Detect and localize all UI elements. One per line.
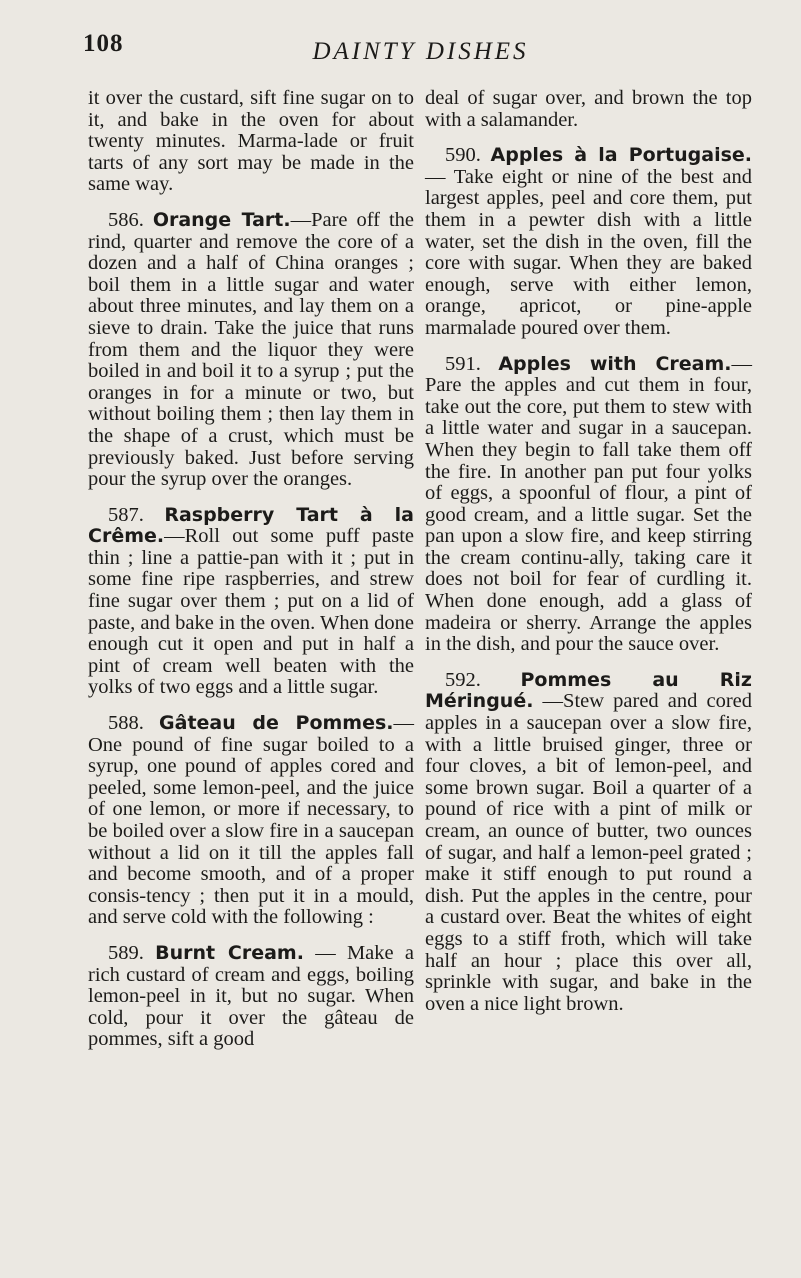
- recipe-title: Pommes au Riz Méringué.: [425, 668, 752, 713]
- recipe-title: Apples with Cream.: [498, 352, 732, 375]
- continuation-paragraph: it over the custard, sift fine sugar on to it, and bake in the oven for about twenty minutes. Marma-lade or fruit tarts of any sort may be made in the same way.: [88, 87, 414, 196]
- recipe-590: [425, 145, 752, 339]
- running-title: DAINTY DISHES: [312, 38, 529, 65]
- recipe-body: —Roll out some puff paste thin ; line a pattie-pan with it ; put in some fine ripe raspberries, and strew fine sugar over them ; put on a lid of paste, and bake in the oven. When done enough cut it open and put in half a pint of cream well beaten with the yolks of two eggs and a little sugar.: [88, 525, 414, 699]
- recipe-title: Gâteau de Pommes.: [159, 712, 394, 735]
- recipe-title: Orange Tart.: [152, 208, 291, 231]
- recipe-title: Burnt Cream.: [155, 941, 304, 964]
- recipe-number: 592.: [445, 668, 481, 691]
- recipe-592: [425, 670, 752, 1016]
- page-header: [0, 30, 801, 70]
- recipe-title: Raspberry Tart à la Crême.: [88, 503, 414, 548]
- recipe-588: [88, 713, 414, 929]
- recipe-title: Apples à la Portugaise.: [490, 144, 753, 167]
- recipe-587: [88, 505, 414, 699]
- recipe-number: 586.: [108, 208, 144, 231]
- recipe-number: 589.: [108, 941, 144, 964]
- recipe-591: [425, 354, 752, 656]
- left-column: [88, 88, 414, 1065]
- recipe-number: 590.: [445, 144, 481, 167]
- recipe-body: — Take eight or nine of the best and largest apples, peel and core them, put them in a pewter dish with a little water, set the dish in the oven, fill the core with sugar. When they are baked enough, serve with either lemon, orange, apricot, or pine-apple marmalade poured over them.: [425, 165, 752, 339]
- recipe-body: —Pare off the rind, quarter and remove the core of a dozen and a half of China oranges ; boil them in a little sugar and water about three minutes, and lay them on a sieve to drain. Take the juice that runs from them and the liquor they were boiled in and boil it to a syrup ; put the oranges in for a minute or two, but without boiling them ; then lay them in the shape of a crust, which must be previously baked. Just before serving pour the syrup over the oranges.: [88, 208, 414, 491]
- recipe-body: — Pare the apples and cut them in four, take out the core, put them to stew with a little water and sugar in a saucepan. When they begin to fall take them off the fire. In another pan put four yolks of eggs, a spoonful of flour, a pint of good cream, and a little sugar. Set the pan upon a slow fire, and keep stirring the cream continu-ally, taking care it does not boil for fear of curdling it. When done enough, add a glass of madeira or sherry. Arrange the apples in the dish, and pour the sauce over.: [425, 352, 752, 656]
- recipe-body: — One pound of fine sugar boiled to a syrup, one pound of apples cored and peeled, some lemon-peel, and the juice of one lemon, or more if necessary, to be boiled over a slow fire in a saucepan without a lid on it till the apples fall and become smooth, and of a proper consis-tency ; then put it in a mould, and serve cold with the following :: [88, 712, 415, 929]
- recipe-body: —Stew pared and cored apples in a saucepan over a slow fire, with a little bruised ginger, three or four cloves, a bit of lemon-peel, and some brown sugar. Boil a quarter of a pound of rice with a pint of milk or cream, an ounce of butter, two ounces of sugar, and half a lemon-peel grated ; make it stiff enough to put round a dish. Put the apples in the centre, pour a custard over. Beat the whites of eight eggs to a stiff froth, which will take half an hour ; place this over all, sprinkle with sugar, and bake in the oven a nice light brown.: [425, 690, 752, 1015]
- continuation-paragraph: deal of sugar over, and brown the top with a salamander.: [425, 87, 752, 131]
- recipe-body: — Make a rich custard of cream and eggs, boiling lemon-peel in it, but no sugar. When cold, pour it over the gâteau de pommes, sift a good: [88, 941, 414, 1051]
- recipe-number: 591.: [445, 352, 481, 375]
- recipe-number: 587.: [108, 503, 144, 526]
- recipe-589: [88, 943, 414, 1051]
- recipe-586: [88, 210, 414, 491]
- right-column: [425, 88, 752, 1029]
- recipe-number: 588.: [108, 712, 144, 735]
- page-number: 108: [83, 30, 124, 57]
